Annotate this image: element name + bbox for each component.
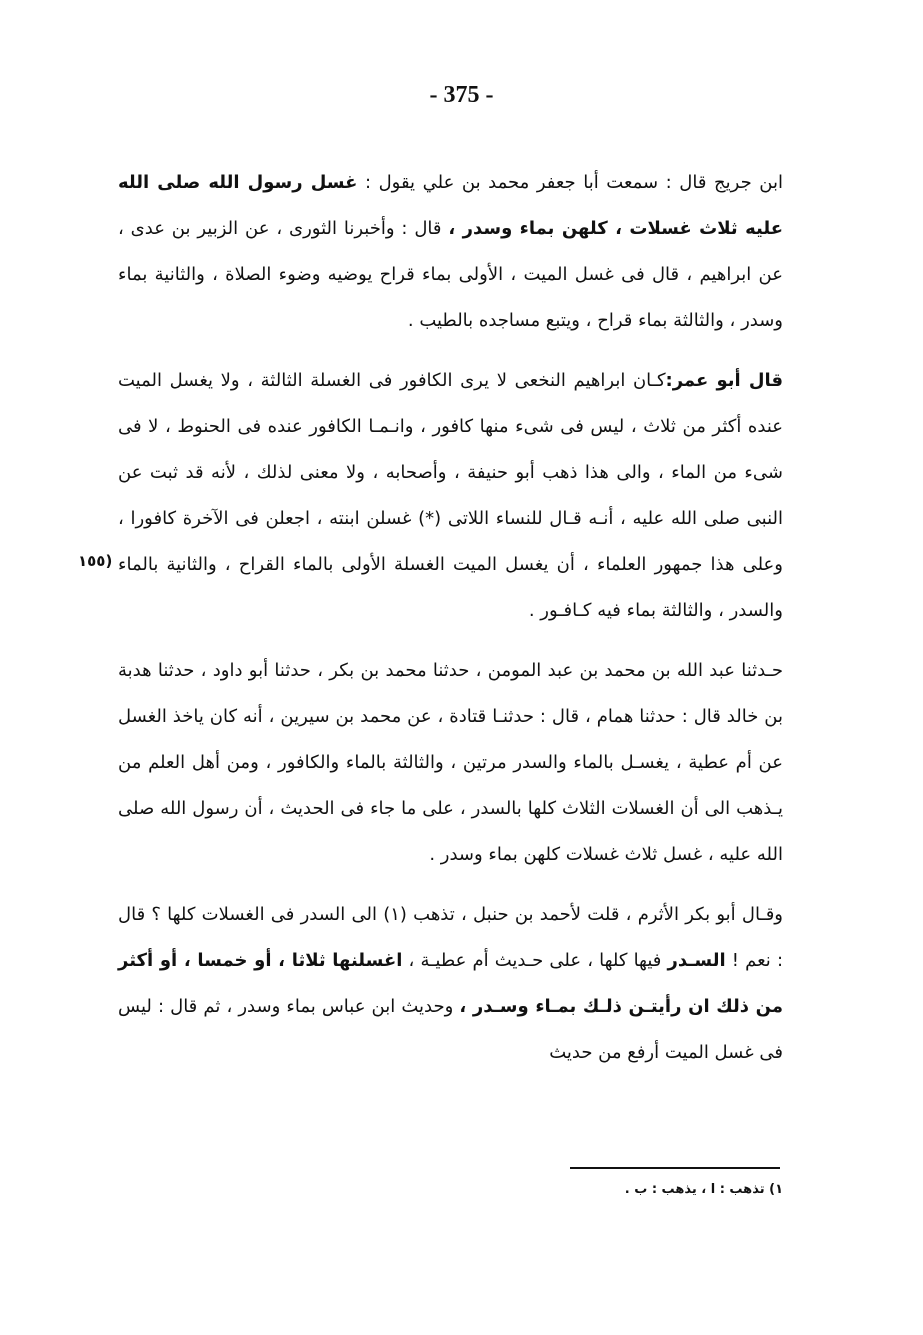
- text-segment: وحديث ابن عباس بماء وسدر ، ثم قال : ليس فى غسل الميت أرفع من حديث: [118, 996, 783, 1063]
- paragraph: [118, 648, 783, 878]
- page-number: - 375 -: [429, 82, 494, 108]
- bold-text-segment: اغسلنها ثلاثا ، أو خمسا ، أو أكثر من ذلك ان رأيتـن ذلـك بمـاء وسـدر ،: [118, 950, 784, 1017]
- bold-text-segment: غسل رسول الله صلى الله عليه ثلاث غسلات ، كلهن بماء وسدر ،: [118, 172, 783, 239]
- paragraph: [118, 358, 783, 634]
- text-segment: ابن جريج قال : سمعت أبا جعفر محمد بن علي يقول :: [357, 172, 783, 193]
- paragraph: [118, 160, 783, 344]
- footnote-divider: [570, 1167, 780, 1169]
- footnote: ١) تذهب : ا ، يذهب : ب .: [624, 1182, 783, 1197]
- text-segment: وقـال أبو بكر الأثرم ، قلت لأحمد بن حنبل ، تذهب (١) الى السدر فى الغسلات كلها ؟ قال : نعم !: [118, 904, 784, 971]
- body-text: [118, 160, 783, 1090]
- text-segment: قال : وأخبرنا الثورى ، عن الزبير بن عدى ، عن ابراهيم ، قال فى غسل الميت ، الأولى بماء قراح يوضيه وضوء الصلاة ، والثانية بماء وسدر ، والثالثة بماء قراح ، ويتبع مساجده بالطيب .: [118, 218, 783, 331]
- bold-text-segment: السـدر: [667, 950, 726, 971]
- text-segment: فيها كلها ، على حـديث أم عطيـة ،: [402, 950, 668, 971]
- bold-text-segment: قال أبو عمر:: [665, 370, 783, 391]
- text-segment: كـان ابراهيم النخعى لا يرى الكافور فى الغسلة الثالثة ، ولا يغسل الميت عنده أكثر من ثلاث ، ليس فى شىء منها كافور ، وانـمـا الكافور عنده فى الحنوط ، لا فى شىء من الماء ، والى هذا ذهب أبو حنيفة ، وأصحابه ، ولا معنى لذلك ، لأنه قد ثبت عن النبى صلى الله عليه ، أنـه قـال للنساء اللاتى (*) غسلن ابنته ، اجعلن فى الآخرة كافورا ، وعلى هذا جمهور العلماء ، أن يغسل الميت الغسلة الأولى بالماء القراح ، والثانية بالماء والسدر ، والثالثة بماء فيه كـافـور .: [118, 370, 783, 621]
- paragraph: [118, 892, 783, 1076]
- text-segment: حـدثنا عبد الله بن محمد بن عبد المومن ، حدثنا محمد بن بكر ، حدثنا أبو داود ، حدثنا هدبة بن خالد قال : حدثنا همام ، قال : حدثنـا قتادة ، عن محمد بن سيرين ، أنه كان ياخذ الغسل عن أم عطية ، يغسـل بالماء والسدر مرتين ، والثالثة بالماء والكافور ، ومن أهل العلم من يـذهب الى أن الغسلات الثلاث كلها بالسدر ، على ما جاء فى الحديث ، أن رسول الله صلى الله عليه ، غسل ثلاث غسلات كلهن بماء وسدر .: [118, 660, 783, 865]
- margin-note: (١٥٥: [78, 552, 113, 570]
